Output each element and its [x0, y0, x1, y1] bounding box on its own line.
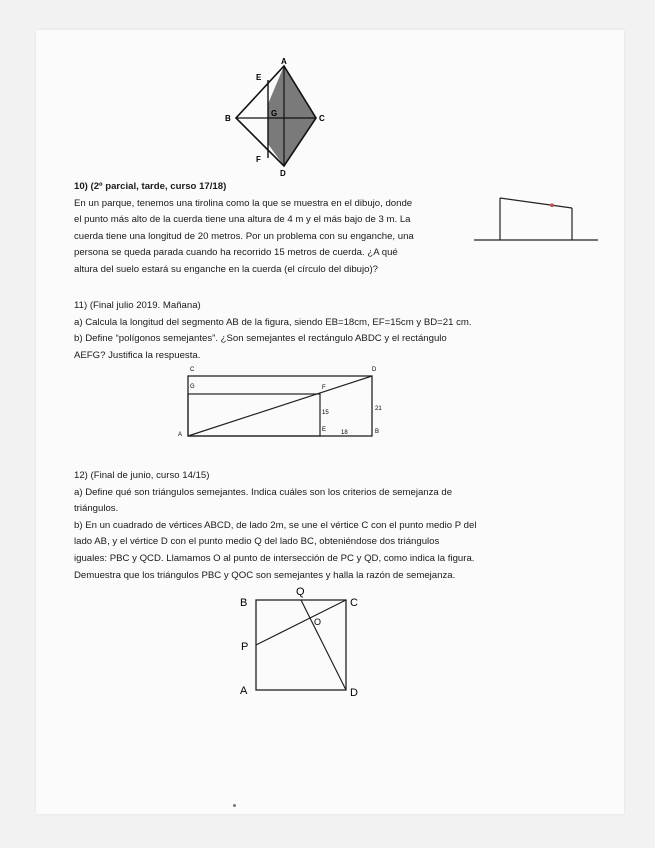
- problem-12-line: lado AB, y el vértice D con el punto medio Q del lado BC, obteniéndose dos triángulos: [74, 536, 440, 548]
- problem-10-line: el punto más alto de la cuerda tiene una altura de 4 m y el más bajo de 3 m. La: [74, 214, 411, 226]
- label-c: C: [350, 597, 358, 609]
- problem-10-line: En un parque, tenemos una tirolina como la que se muestra en el dibujo, donde: [74, 197, 413, 209]
- problem-10-heading: 10) (2º parcial, tarde, curso 17/18): [74, 181, 227, 192]
- label-f: F: [256, 155, 261, 164]
- label-f: F: [322, 385, 326, 391]
- zipline-figure: [474, 194, 602, 246]
- label-g: G: [271, 109, 278, 118]
- problem-12: [74, 468, 584, 584]
- label-a: A: [240, 685, 248, 697]
- label-o: O: [314, 617, 322, 627]
- problem-12-line: a) Define qué son triángulos semejantes. Indica cuáles son los criterios de semejanza de: [74, 486, 453, 498]
- problem-10-line: cuerda tiene una longitud de 20 metros. Por un problema con su enganche, una: [74, 230, 414, 242]
- rhombus-figure: [222, 58, 332, 178]
- label-g: G: [190, 384, 195, 390]
- problem-12-line: triángulos.: [74, 503, 119, 515]
- label-d: D: [280, 169, 286, 178]
- zipline-cable: [500, 198, 572, 208]
- hook-circle: [550, 203, 554, 207]
- problem-10-line: persona se queda parada cuando ha recorrido 15 metros de cuerda. ¿A qué: [74, 247, 398, 259]
- measure-eb: 18: [341, 430, 348, 436]
- problem-10: [74, 179, 466, 279]
- problem-12-line: iguales: PBC y QCD. Llamamos O al punto de intersección de PC y QD, como indica la figura.: [74, 552, 475, 564]
- problem-12-heading: 12) (Final de junio, curso 14/15): [74, 470, 210, 481]
- label-e: E: [322, 427, 327, 433]
- problem-11-heading: 11) (Final julio 2019. Mañana): [74, 300, 201, 311]
- label-d: D: [350, 687, 358, 699]
- problem-11-line: AEFG? Justifica la respuesta.: [74, 349, 201, 361]
- label-a: A: [178, 432, 183, 438]
- rectangles-figure: [176, 362, 388, 444]
- problem-11-line: b) Define “polígonos semejantes”. ¿Son semejantes el rectángulo ABDC y el rectángulo: [74, 333, 447, 345]
- label-b: B: [225, 114, 231, 123]
- problem-12-line: Demuestra que los triángulos PBC y QOC son semejantes y halla la razón de semejanza.: [74, 569, 456, 581]
- measure-bd: 21: [375, 406, 382, 412]
- label-b: B: [375, 429, 380, 435]
- paper-speck: [233, 804, 236, 807]
- label-a: A: [281, 58, 287, 66]
- problem-10-line: altura del suelo estará su enganche en la cuerda (el círculo del dibujo)?: [74, 263, 378, 275]
- problem-11: [74, 298, 584, 364]
- label-p: P: [241, 641, 249, 653]
- square-figure: [234, 584, 368, 702]
- segment-qd: [301, 600, 346, 690]
- label-d: D: [372, 367, 377, 373]
- measure-ef: 15: [322, 410, 329, 416]
- diagonal-ad: [188, 376, 372, 436]
- label-c: C: [190, 367, 195, 373]
- label-e: E: [256, 73, 262, 82]
- segment-pc: [256, 600, 346, 645]
- square-abcd: [256, 600, 346, 690]
- problem-11-line: a) Calcula la longitud del segmento AB de la figura, siendo EB=18cm, EF=15cm y BD=21 cm.: [74, 316, 472, 328]
- label-q: Q: [296, 586, 305, 598]
- problem-12-line: b) En un cuadrado de vértices ABCD, de lado 2m, se une el vértice C con el punto medio P del: [74, 519, 477, 531]
- label-c: C: [319, 114, 325, 123]
- label-b: B: [240, 597, 248, 609]
